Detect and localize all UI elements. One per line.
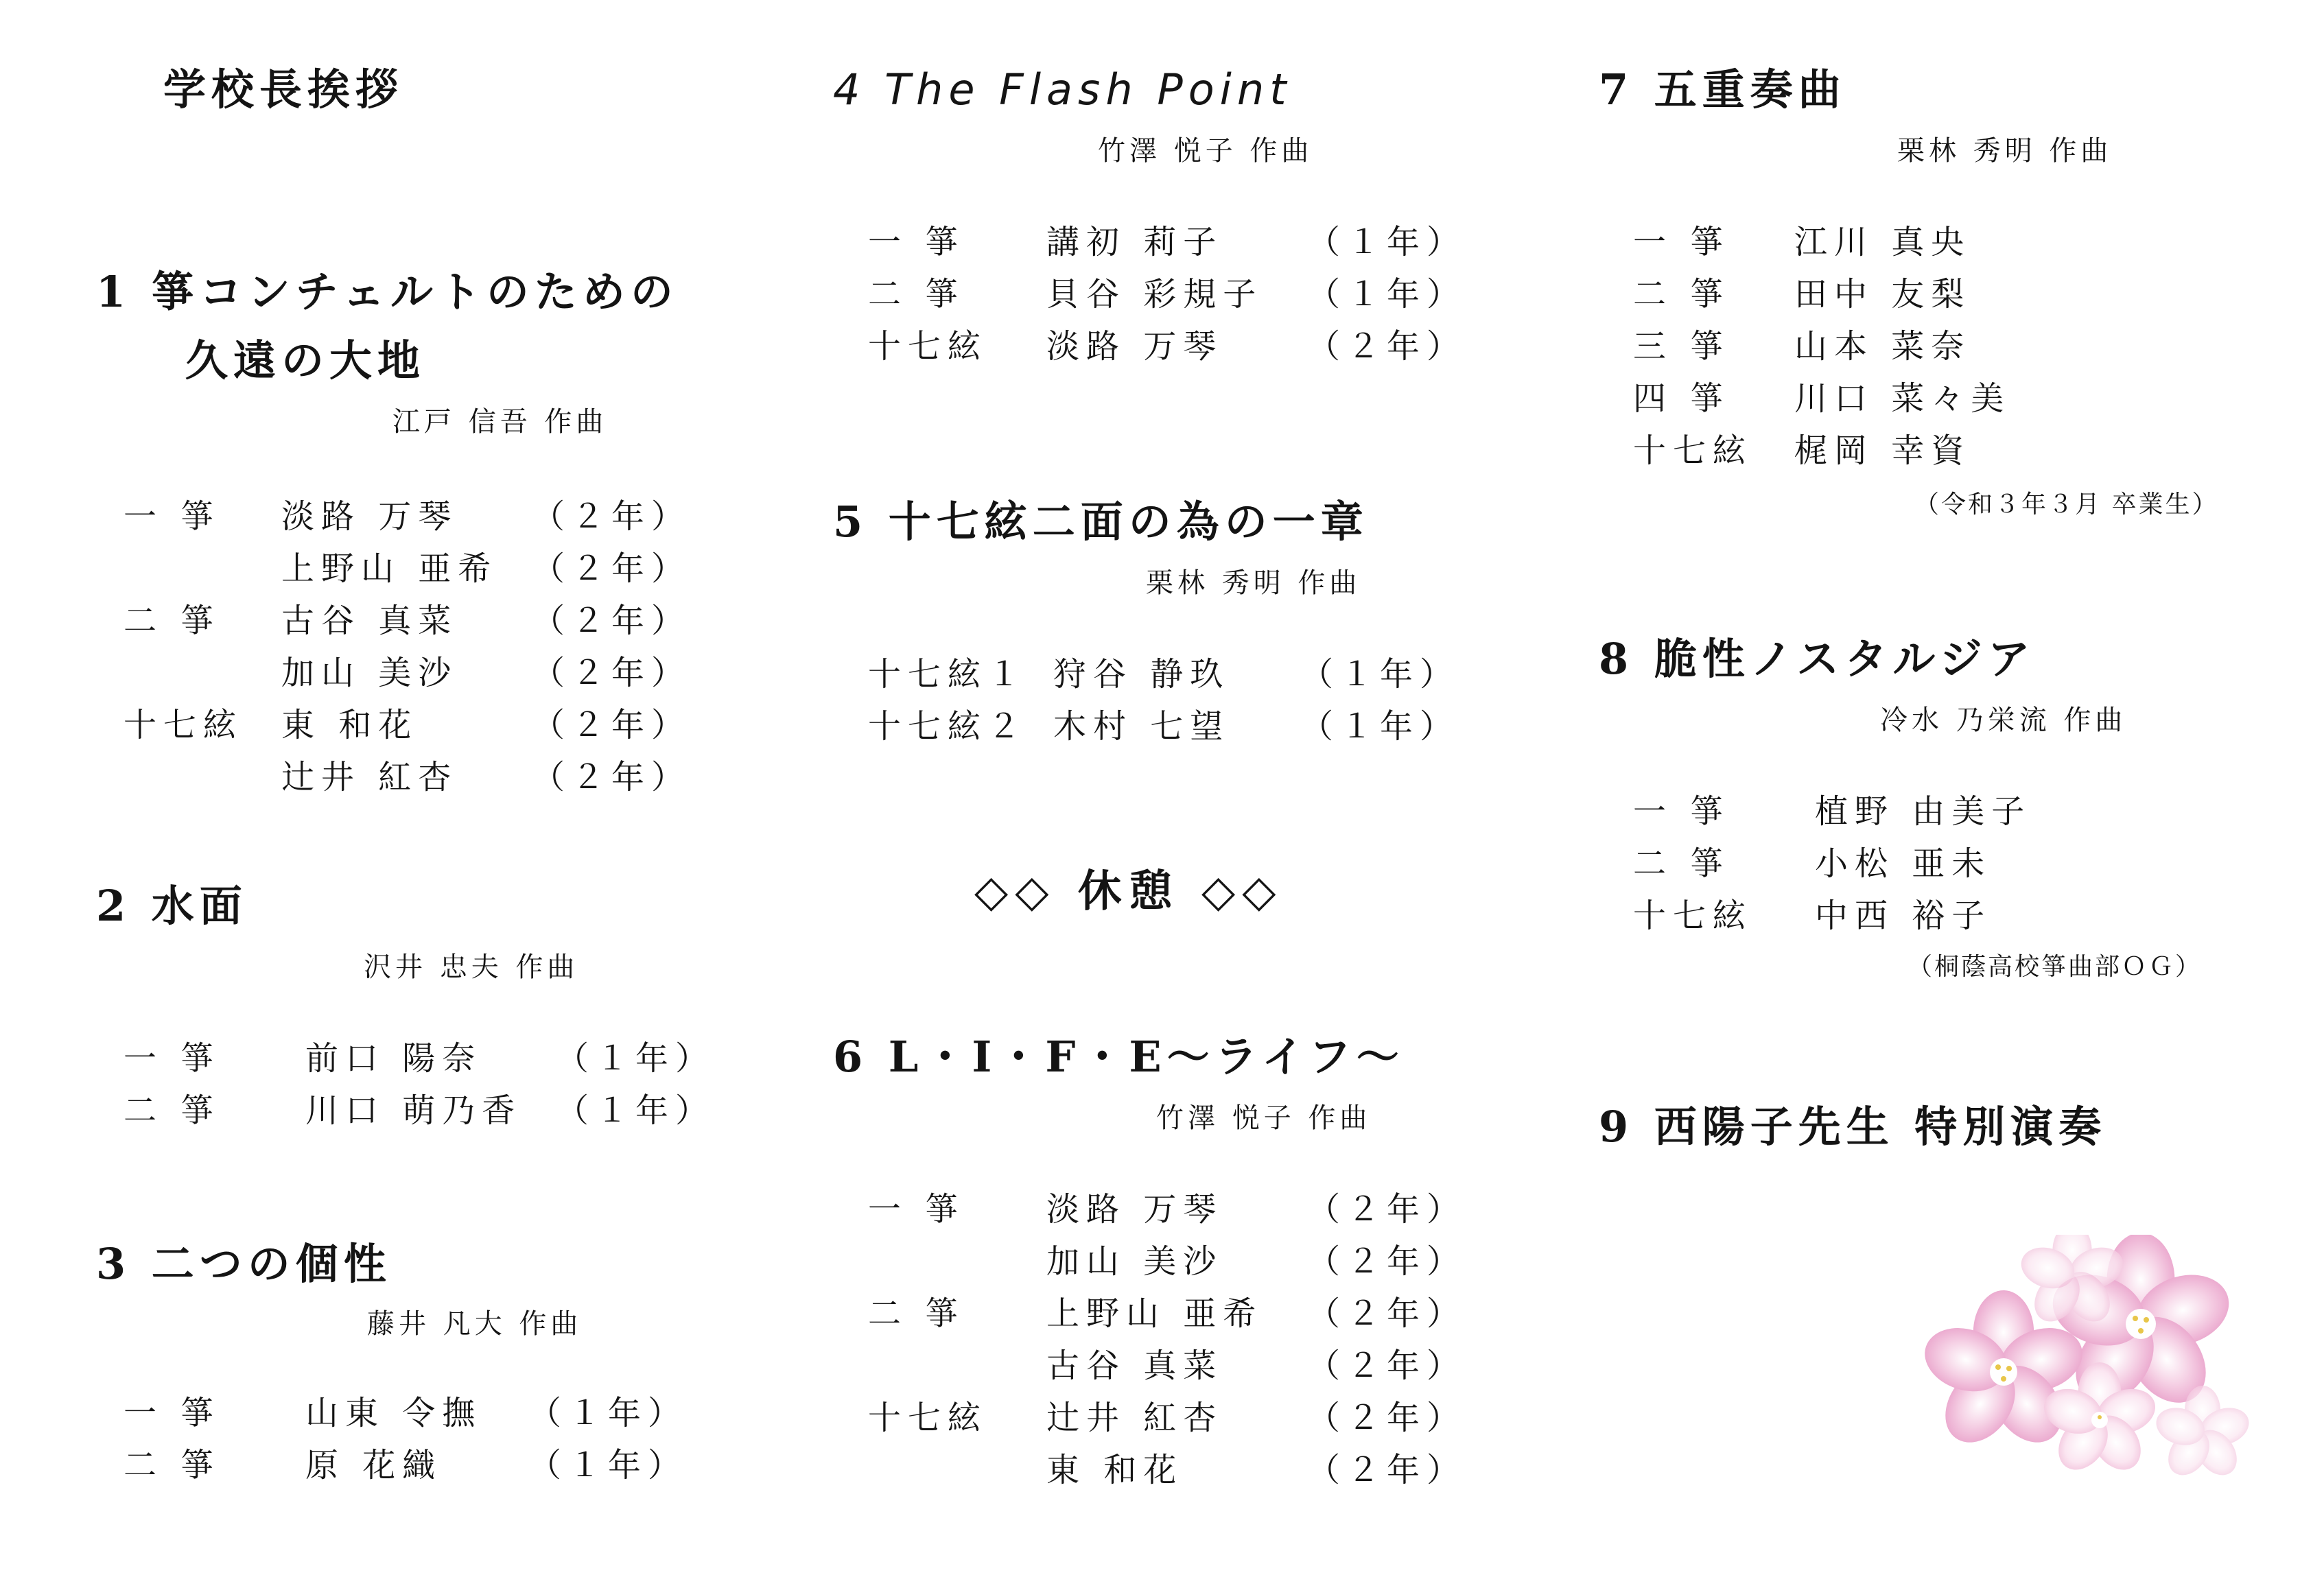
performer-name: 上野山 亜希 bbox=[281, 549, 498, 588]
composer-credit: 竹澤 悦子 作曲 bbox=[1098, 135, 1313, 167]
performer-name: 田中 友梨 bbox=[1794, 275, 1971, 313]
performer-list bbox=[124, 490, 692, 803]
performer-name: 講初 莉子 bbox=[1046, 223, 1223, 261]
performer-name: 辻井 紅杏 bbox=[281, 758, 458, 796]
performer-grade: （１年） bbox=[528, 1394, 688, 1432]
program-column-1 bbox=[0, 0, 789, 1575]
part-label: 一 箏 bbox=[124, 1394, 221, 1432]
performer-list bbox=[868, 648, 1527, 753]
part-label: 一 箏 bbox=[868, 1190, 965, 1229]
part-label: 二 箏 bbox=[868, 275, 965, 313]
part-label: 十七絃 bbox=[1633, 897, 1753, 935]
performer-name: 原 花織 bbox=[305, 1446, 443, 1484]
performer-row bbox=[868, 1288, 1540, 1340]
performer-name: 淡路 万琴 bbox=[1046, 327, 1223, 366]
performer-name: 淡路 万琴 bbox=[281, 497, 458, 536]
performer-row bbox=[124, 699, 692, 751]
performer-grade: （２年） bbox=[532, 654, 692, 692]
performer-grade: （２年） bbox=[1307, 1399, 1467, 1437]
performer-row bbox=[124, 543, 692, 595]
greeting-heading: 学校長挨拶 bbox=[163, 64, 404, 115]
program-column-2 bbox=[789, 0, 1544, 1575]
performer-grade: （１年） bbox=[528, 1446, 688, 1484]
part-label: 一 箏 bbox=[1633, 223, 1730, 261]
performer-note: （令和３年３月 卒業生） bbox=[1914, 490, 2219, 519]
part-label: 二 箏 bbox=[124, 602, 221, 640]
sakura-blossom-icon bbox=[1914, 1235, 2257, 1495]
performer-row bbox=[868, 216, 1527, 268]
composer-credit: 竹澤 悦子 作曲 bbox=[1156, 1102, 1372, 1134]
part-label: 十七絃２ bbox=[868, 707, 1028, 746]
performer-row bbox=[868, 1340, 1540, 1392]
composer-credit: 藤井 凡大 作曲 bbox=[367, 1308, 583, 1340]
part-label: 一 箏 bbox=[124, 497, 221, 536]
performer-name: 貝谷 彩規子 bbox=[1046, 275, 1263, 313]
performer-row bbox=[868, 700, 1527, 753]
performer-row bbox=[124, 1032, 714, 1085]
piece-title: 5 十七絃二面の為の一章 bbox=[833, 497, 1369, 547]
performer-row bbox=[1633, 320, 2113, 372]
part-label: 四 箏 bbox=[1633, 379, 1730, 418]
part-label: 十七絃 bbox=[868, 1399, 988, 1437]
performer-grade: （２年） bbox=[532, 549, 692, 588]
performer-name: 辻井 紅杏 bbox=[1046, 1399, 1223, 1437]
performer-name: 前口 陽奈 bbox=[305, 1039, 482, 1078]
performer-name: 川口 菜々美 bbox=[1794, 379, 2011, 418]
performer-row bbox=[124, 751, 692, 803]
part-label: 二 箏 bbox=[124, 1091, 221, 1130]
performer-name: 山東 令撫 bbox=[305, 1394, 482, 1432]
performer-grade: （２年） bbox=[1307, 1451, 1467, 1489]
performer-row bbox=[1633, 372, 2113, 425]
performer-row bbox=[868, 1183, 1540, 1235]
performer-list bbox=[1633, 785, 2127, 942]
part-label: 二 箏 bbox=[1633, 844, 1730, 883]
part-label: 一 箏 bbox=[1633, 792, 1730, 831]
performer-grade: （２年） bbox=[1307, 1347, 1467, 1385]
performer-row bbox=[868, 268, 1527, 320]
intermission-banner: ◇◇ 休憩 ◇◇ bbox=[974, 866, 1283, 917]
performer-name: 上野山 亜希 bbox=[1046, 1294, 1263, 1333]
performer-note: （桐蔭高校箏曲部ＯＧ） bbox=[1908, 953, 2203, 981]
performer-row bbox=[868, 648, 1527, 700]
composer-credit: 栗林 秀明 作曲 bbox=[1897, 135, 2113, 167]
performer-row bbox=[1633, 838, 2127, 890]
composer-credit: 沢井 忠夫 作曲 bbox=[364, 951, 579, 983]
part-label: 二 箏 bbox=[868, 1294, 965, 1333]
performer-grade: （２年） bbox=[1307, 1294, 1467, 1333]
performer-grade: （１年） bbox=[1300, 707, 1460, 746]
piece-title: 9 西陽子先生 特別演奏 bbox=[1599, 1102, 2107, 1152]
performer-name: 加山 美沙 bbox=[1046, 1242, 1223, 1281]
performer-row bbox=[1633, 268, 2113, 320]
performer-name: 木村 七望 bbox=[1053, 707, 1230, 746]
piece-title: 2 水面 bbox=[96, 881, 248, 931]
performer-grade: （１年） bbox=[1307, 223, 1467, 261]
performer-name: 古谷 真菜 bbox=[281, 602, 458, 640]
performer-row bbox=[1633, 216, 2113, 268]
part-label: 十七絃１ bbox=[868, 655, 1028, 694]
performer-grade: （２年） bbox=[532, 602, 692, 640]
performer-row bbox=[1633, 785, 2127, 838]
performer-name: 加山 美沙 bbox=[281, 654, 458, 692]
performer-grade: （１年） bbox=[1300, 655, 1460, 694]
performer-list bbox=[868, 1183, 1540, 1496]
part-label: 二 箏 bbox=[124, 1446, 221, 1484]
performer-row bbox=[868, 1235, 1540, 1288]
performer-row bbox=[124, 595, 692, 647]
performer-grade: （２年） bbox=[1307, 327, 1467, 366]
performer-row bbox=[124, 490, 692, 543]
composer-credit: 冷水 乃栄流 作曲 bbox=[1880, 704, 2127, 736]
part-label: 十七絃 bbox=[1633, 431, 1753, 470]
performer-row bbox=[868, 1444, 1540, 1496]
part-label: 二 箏 bbox=[1633, 275, 1730, 313]
part-label: 三 箏 bbox=[1633, 327, 1730, 366]
piece-title: 1 箏コンチェルトのための bbox=[96, 267, 679, 317]
performer-grade: （１年） bbox=[556, 1039, 716, 1078]
performer-grade: （１年） bbox=[1307, 275, 1467, 313]
performer-row bbox=[124, 647, 692, 699]
part-label: 一 箏 bbox=[124, 1039, 221, 1078]
performer-grade: （２年） bbox=[532, 497, 692, 536]
performer-name: 江川 真央 bbox=[1794, 223, 1971, 261]
performer-row bbox=[1633, 890, 2127, 942]
performer-list bbox=[124, 1387, 686, 1491]
performer-grade: （２年） bbox=[1307, 1242, 1467, 1281]
piece-title: 4 The Flash Point bbox=[833, 64, 1292, 115]
piece-title: 3 二つの個性 bbox=[96, 1239, 392, 1289]
performer-name: 川口 萌乃香 bbox=[305, 1091, 522, 1130]
performer-list bbox=[868, 216, 1527, 372]
part-label: 十七絃 bbox=[124, 706, 244, 744]
performer-grade: （２年） bbox=[1307, 1190, 1467, 1229]
composer-credit: 江戸 信吾 作曲 bbox=[392, 406, 608, 438]
performer-grade: （２年） bbox=[532, 758, 692, 796]
piece-title: 8 脆性ノスタルジア bbox=[1599, 634, 2036, 684]
performer-row bbox=[868, 1392, 1540, 1444]
piece-title-line2: 久遠の大地 bbox=[185, 335, 426, 386]
performer-name: 小松 亜未 bbox=[1815, 844, 1992, 883]
performer-name: 梶岡 幸資 bbox=[1794, 431, 1971, 470]
performer-row bbox=[1633, 425, 2113, 477]
performer-name: 植野 由美子 bbox=[1815, 792, 2032, 831]
performer-list bbox=[124, 1032, 714, 1137]
performer-name: 東 和花 bbox=[1046, 1451, 1184, 1489]
performer-name: 東 和花 bbox=[281, 706, 419, 744]
part-label: 十七絃 bbox=[868, 327, 988, 366]
performer-row bbox=[124, 1085, 714, 1137]
performer-row bbox=[868, 320, 1527, 372]
performer-name: 狩谷 静玖 bbox=[1053, 655, 1230, 694]
performer-row bbox=[124, 1387, 686, 1439]
piece-title: 7 五重奏曲 bbox=[1599, 64, 1846, 115]
performer-grade: （１年） bbox=[556, 1091, 716, 1130]
performer-grade: （２年） bbox=[532, 706, 692, 744]
composer-credit: 栗林 秀明 作曲 bbox=[1146, 567, 1361, 599]
performer-name: 山本 菜奈 bbox=[1794, 327, 1971, 366]
performer-list bbox=[1633, 216, 2113, 477]
part-label: 一 箏 bbox=[868, 223, 965, 261]
performer-row bbox=[124, 1439, 686, 1491]
performer-name: 淡路 万琴 bbox=[1046, 1190, 1223, 1229]
piece-title: 6 L・I・F・E～ライフ～ bbox=[833, 1032, 1405, 1082]
performer-name: 中西 裕子 bbox=[1815, 897, 1992, 935]
performer-name: 古谷 真菜 bbox=[1046, 1347, 1223, 1385]
